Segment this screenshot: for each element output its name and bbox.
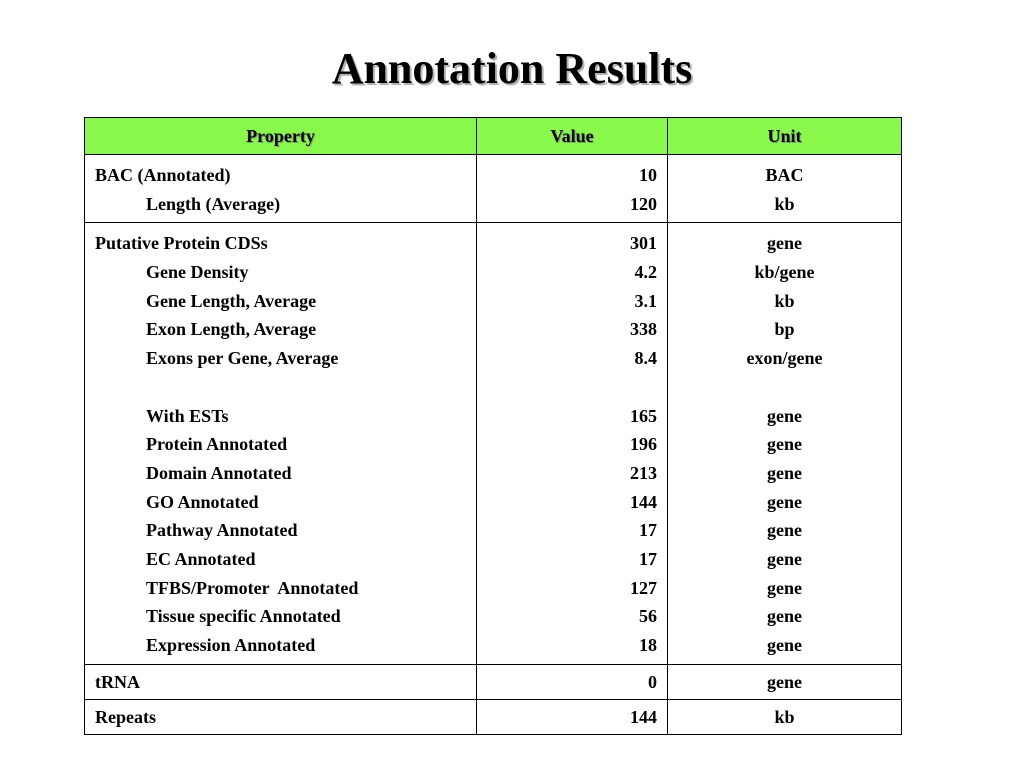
property-text: Expression Annotated	[146, 635, 316, 655]
property-text: BAC (Annotated)	[95, 165, 231, 185]
value-cell	[477, 664, 668, 699]
unit-text: gene	[767, 548, 802, 569]
value-text: 0	[648, 671, 657, 692]
value-text: 17	[639, 548, 657, 569]
unit-text: exon/gene	[746, 348, 823, 369]
value-text: 10	[639, 165, 657, 185]
property-text: TFBS/Promoter Annotated	[146, 577, 359, 598]
table-header-row	[85, 118, 902, 155]
value-text: 301	[630, 233, 657, 254]
property-cell	[85, 155, 477, 223]
property-text: Pathway Annotated	[146, 520, 298, 541]
unit-text: gene	[767, 405, 802, 426]
value-text: 56	[639, 606, 657, 627]
value-text: 144	[630, 706, 657, 727]
unit-text: kb/gene	[754, 262, 815, 283]
annotation-table-container	[84, 117, 901, 735]
property-text: Protein Annotated	[146, 434, 288, 455]
table-row-group	[85, 223, 902, 664]
spacer-line	[95, 373, 466, 402]
unit-cell	[668, 155, 902, 223]
value-text: 165	[630, 405, 657, 426]
value-cell	[477, 155, 668, 223]
unit-text: gene	[767, 233, 802, 254]
table-row-group	[85, 664, 902, 699]
unit-text: gene	[767, 577, 802, 598]
value-cell	[477, 699, 668, 734]
property-text: GO Annotated	[146, 491, 259, 512]
unit-text: gene	[767, 520, 802, 541]
unit-text: gene	[767, 462, 802, 483]
unit-cell	[668, 699, 902, 734]
property-cell	[85, 699, 477, 734]
value-text: 144	[630, 491, 657, 512]
property-text: EC Annotated	[146, 548, 256, 569]
property-text: tRNA	[95, 671, 140, 692]
value-text: 196	[630, 434, 657, 455]
header-unit: Unit	[668, 118, 902, 155]
property-cell	[85, 223, 477, 664]
property-text: Gene Length, Average	[146, 290, 317, 311]
header-value: Value	[477, 118, 668, 155]
value-text: 213	[630, 462, 657, 483]
slide-title: Annotation Results	[331, 44, 693, 93]
unit-text: gene	[767, 606, 802, 627]
unit-text: bp	[774, 319, 795, 340]
unit-text: BAC	[765, 165, 804, 185]
unit-cell	[668, 664, 902, 699]
unit-text: gene	[767, 671, 802, 692]
unit-text: gene	[767, 635, 802, 655]
unit-text: kb	[774, 290, 795, 311]
value-text: 8.4	[634, 348, 657, 369]
spacer-line	[487, 373, 657, 402]
unit-text: kb	[774, 706, 795, 727]
unit-cell	[668, 223, 902, 664]
property-text: Gene Density	[146, 262, 249, 283]
value-text: 120	[630, 193, 657, 214]
property-text: Exon Length, Average	[146, 319, 317, 340]
property-text: Tissue specific Annotated	[146, 606, 341, 627]
value-cell	[477, 223, 668, 664]
property-text: With ESTs	[146, 405, 229, 426]
property-cell	[85, 664, 477, 699]
annotation-results-table	[84, 117, 902, 735]
table-body	[85, 155, 902, 735]
value-text: 127	[630, 577, 657, 598]
property-text: Domain Annotated	[146, 462, 292, 483]
unit-text: gene	[767, 491, 802, 512]
property-text: Length (Average)	[146, 193, 281, 214]
header-property: Property	[85, 118, 477, 155]
unit-text: kb	[774, 193, 795, 214]
spacer-line	[678, 373, 891, 402]
unit-text: gene	[767, 434, 802, 455]
property-text: Putative Protein CDSs	[95, 233, 268, 254]
value-text: 3.1	[634, 290, 657, 311]
value-text: 17	[639, 520, 657, 541]
value-text: 4.2	[634, 262, 657, 283]
value-text: 18	[639, 635, 657, 655]
table-row-group	[85, 155, 902, 223]
value-text: 338	[630, 319, 657, 340]
property-text: Repeats	[95, 706, 156, 727]
property-text: Exons per Gene, Average	[146, 348, 339, 369]
table-row-group	[85, 699, 902, 734]
